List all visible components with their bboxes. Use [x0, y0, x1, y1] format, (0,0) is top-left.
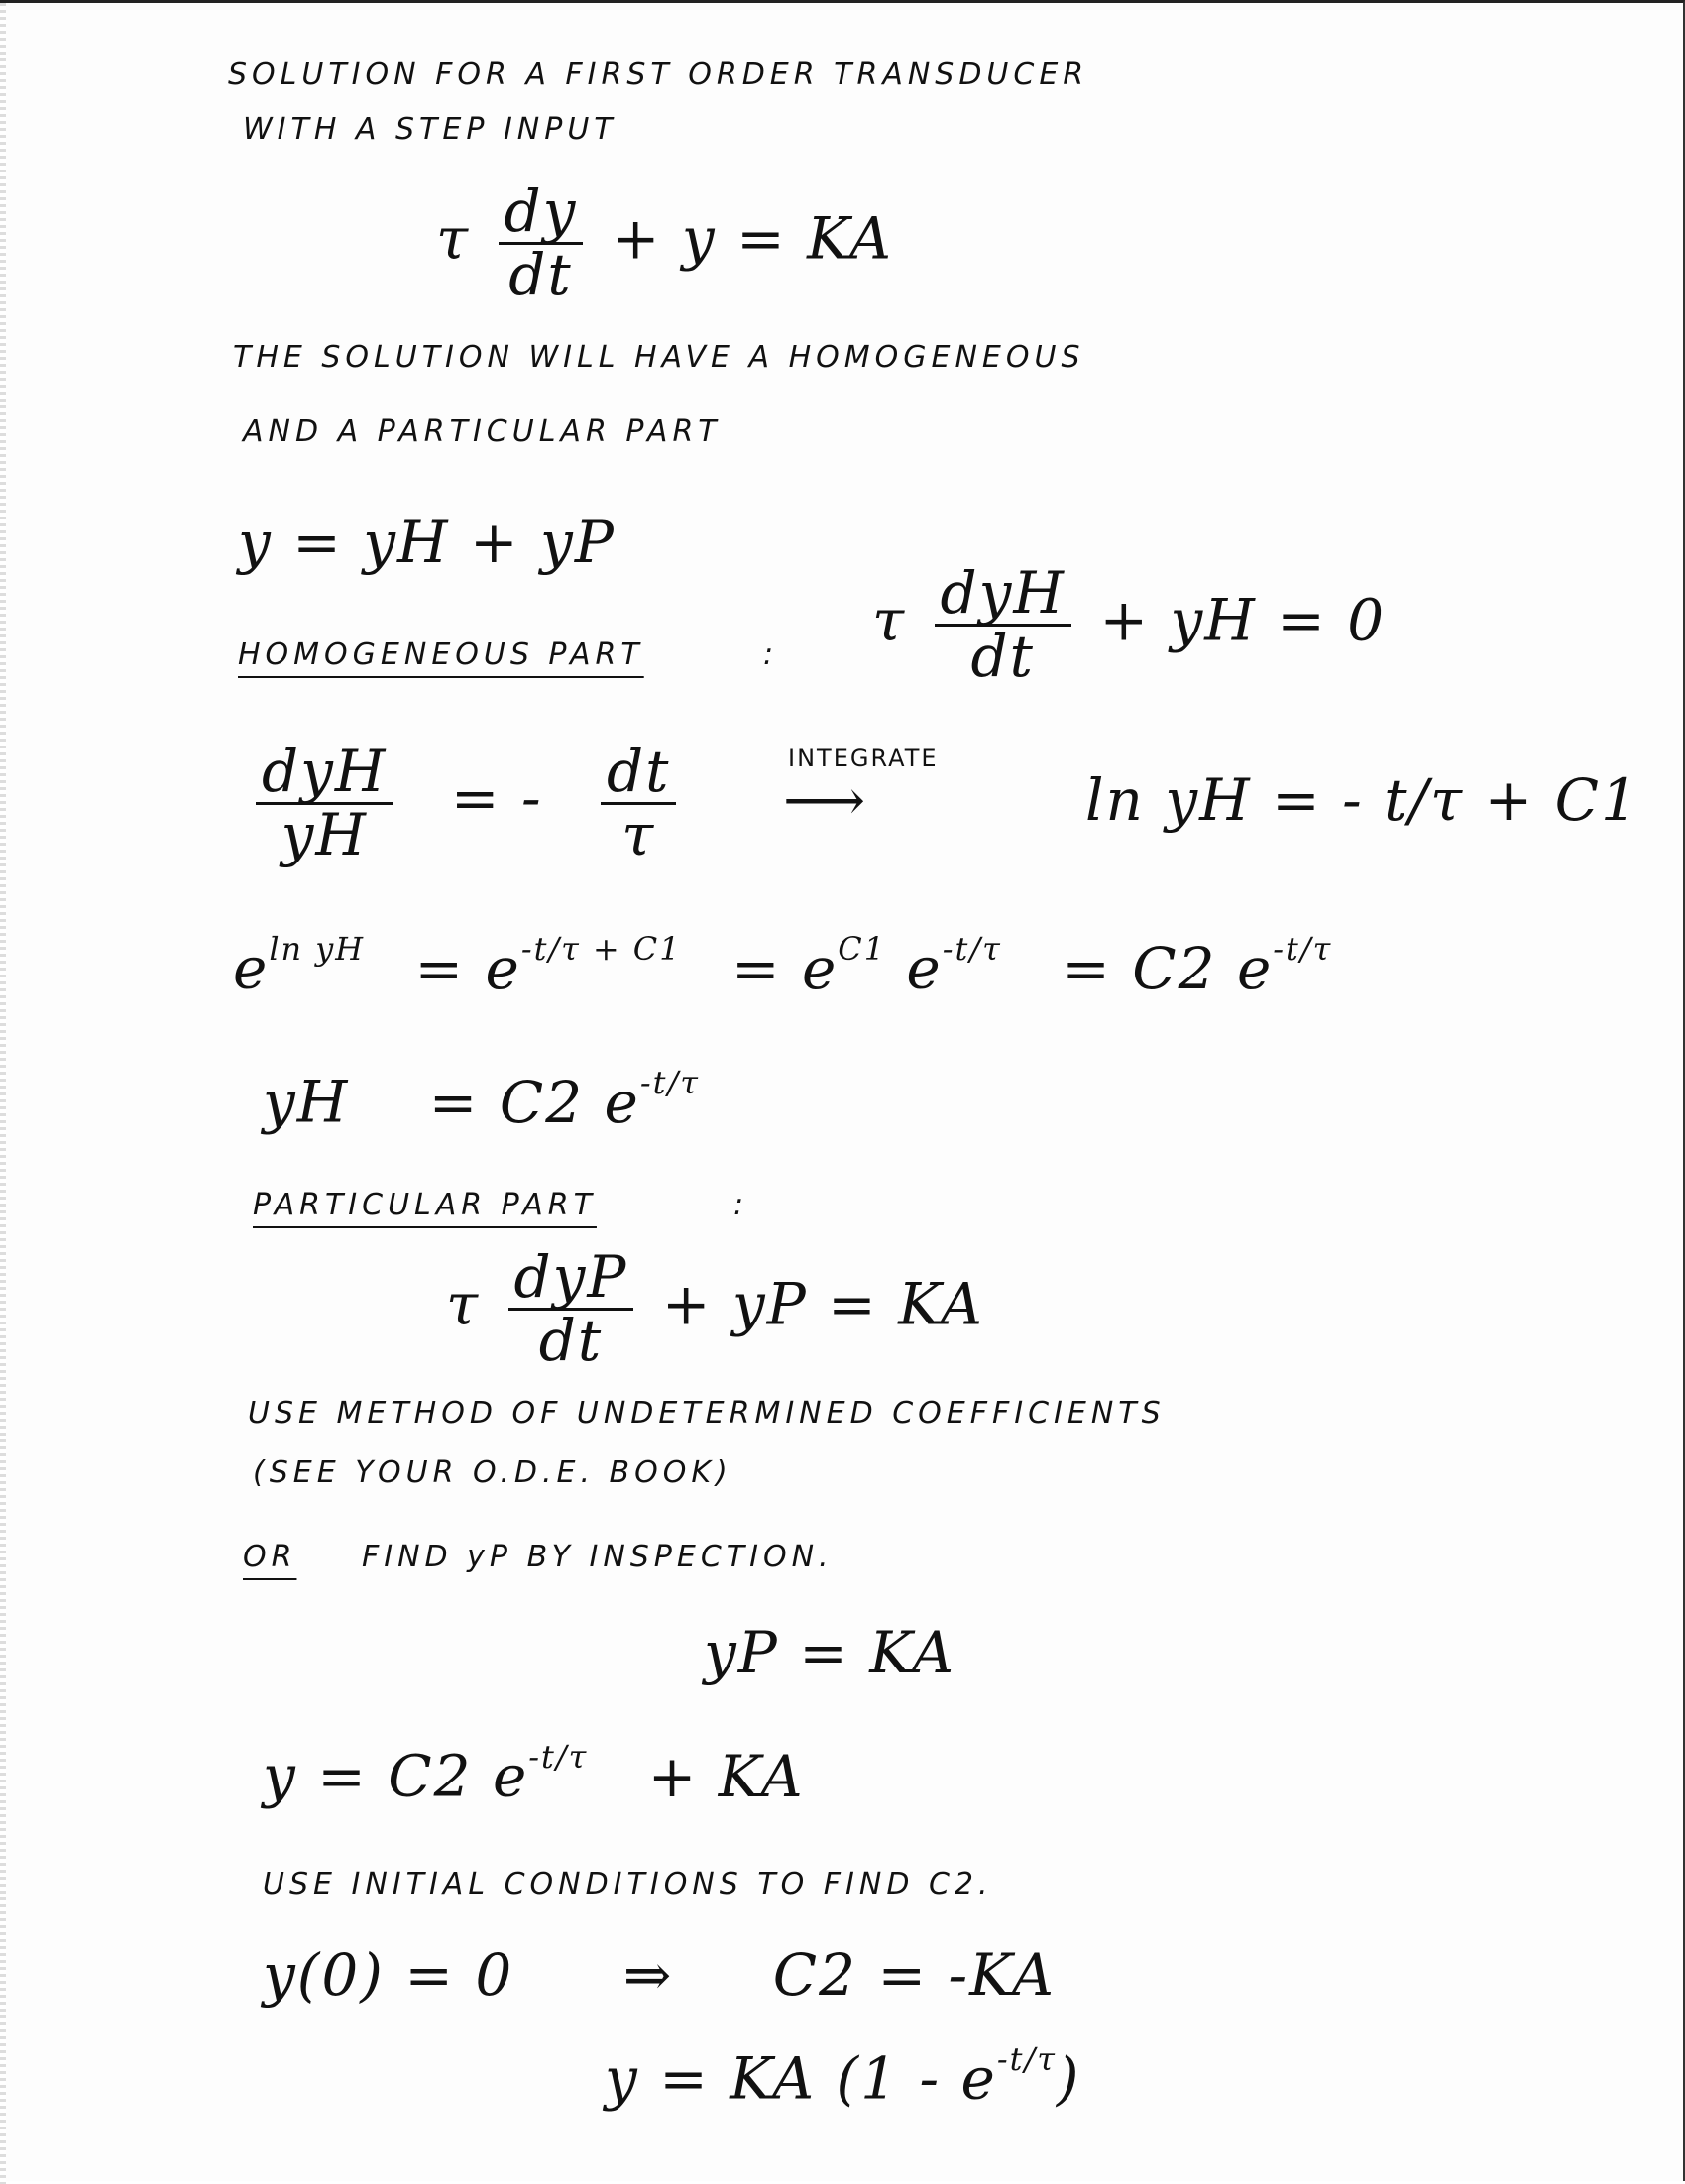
yp-result: yP = KA — [704, 1619, 956, 1686]
homogeneous-equation — [872, 559, 1387, 690]
particular-colon: : — [733, 1188, 749, 1222]
final-solution — [605, 2040, 1081, 2113]
general-lhs: y = C2 e — [263, 1742, 529, 1810]
particular-equation — [446, 1243, 985, 1374]
dyh-dt-fraction — [935, 559, 1071, 690]
log-result: ln yH = - t/τ + C1 — [1085, 766, 1639, 834]
exp-eq1-power: -t/τ + C1 — [520, 930, 682, 968]
fraction-numerator: dyH — [256, 742, 393, 805]
ic-rhs: C2 = -KA — [772, 1941, 1056, 2009]
method-line-1: USE METHOD OF UNDETERMINED COEFFICIENTS — [248, 1396, 1166, 1431]
yh-result — [263, 1064, 700, 1136]
yh-rhs: = C2 e — [428, 1068, 640, 1136]
tau-symbol: τ — [446, 1270, 481, 1338]
tau-symbol: τ — [436, 204, 471, 273]
final-close: ) — [1056, 2044, 1081, 2113]
heading-line-1: SOLUTION FOR A FIRST ORDER TRANSDUCER — [228, 57, 1089, 92]
homogeneous-label: HOMOGENEOUS PART — [238, 637, 644, 672]
general-rest: + KA — [647, 1742, 805, 1810]
dy-dt-fraction — [499, 177, 584, 308]
fraction-denominator: yH — [281, 800, 368, 868]
separation-equals: = - — [450, 764, 543, 833]
dt-tau-fraction — [601, 738, 676, 868]
fraction-denominator: dt — [970, 622, 1035, 690]
tau-symbol: τ — [872, 586, 907, 654]
solution-text-line-1: THE SOLUTION WILL HAVE A HOMOGENEOUS — [233, 340, 1085, 375]
ode-equation — [436, 177, 894, 308]
ode-rest: + y = KA — [611, 204, 894, 273]
fraction-denominator: τ — [621, 800, 656, 868]
general-power: -t/τ — [528, 1738, 589, 1776]
exp-lhs: e — [233, 934, 270, 1002]
particular-label: PARTICULAR PART — [253, 1188, 597, 1222]
or-label: OR — [243, 1540, 297, 1574]
fraction-denominator: dt — [508, 240, 573, 308]
fraction-numerator: dt — [601, 742, 676, 805]
exp-eq3-power: -t/τ — [1273, 930, 1333, 968]
fraction-numerator: dyH — [935, 563, 1071, 627]
exp-lhs-power: ln yH — [269, 930, 366, 968]
separation-equation — [248, 738, 684, 868]
integrate-arrow: ⟶ — [783, 766, 868, 834]
exponential-equation — [233, 930, 1332, 1002]
general-solution — [263, 1738, 805, 1810]
homogeneous-colon: : — [763, 637, 779, 672]
method-line-3: FIND yP BY INSPECTION. — [362, 1540, 834, 1574]
fraction-numerator: dy — [499, 181, 584, 245]
exp-eq3: = C2 e — [1062, 934, 1274, 1002]
initial-conditions-text: USE INITIAL CONDITIONS TO FIND C2. — [263, 1867, 993, 1901]
initial-condition-equation — [263, 1941, 1056, 2009]
integrate-label: INTEGRATE — [788, 745, 939, 772]
final-lhs: y = KA (1 - e — [605, 2044, 997, 2113]
yh-lhs: yH — [263, 1068, 350, 1136]
exp-eq2-b: e — [886, 934, 943, 1002]
exp-eq2: = e — [730, 934, 839, 1002]
solution-text-line-2: AND A PARTICULAR PART — [243, 414, 722, 449]
homogeneous-rest: + yH = 0 — [1099, 586, 1387, 654]
dyh-yh-fraction — [256, 738, 393, 868]
implies-arrow: ⇒ — [622, 1941, 674, 2009]
exp-eq2-power: C1 — [838, 930, 886, 968]
sum-equation: y = yH + yP — [238, 509, 616, 576]
exp-eq1: = e — [414, 934, 521, 1002]
particular-rest: + yP = KA — [661, 1270, 985, 1338]
dyp-dt-fraction — [508, 1243, 634, 1374]
heading-line-2: WITH A STEP INPUT — [243, 112, 618, 147]
scan-edge — [0, 3, 6, 2184]
ic-lhs: y(0) = 0 — [263, 1941, 514, 2009]
yh-power: -t/τ — [639, 1064, 700, 1101]
fraction-numerator: dyP — [508, 1247, 634, 1311]
exp-eq2-b-power: -t/τ — [942, 930, 1002, 968]
fraction-denominator: dt — [538, 1306, 604, 1374]
final-power: -t/τ — [996, 2040, 1057, 2078]
method-line-2: (SEE YOUR O.D.E. BOOK) — [253, 1455, 732, 1490]
